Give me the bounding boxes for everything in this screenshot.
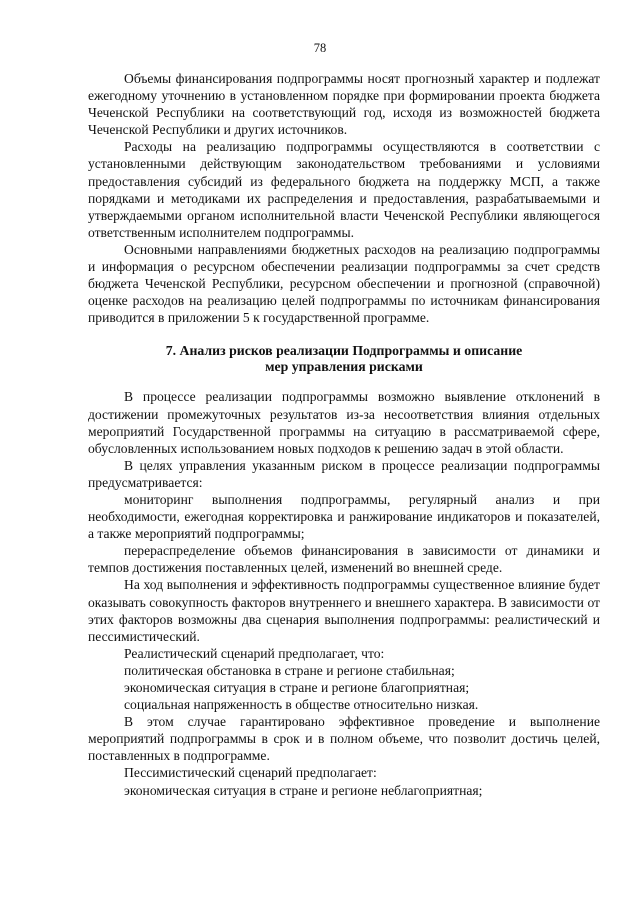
page-number: 78 <box>313 41 327 55</box>
section-heading-line-1: 7. Анализ рисков реализации Подпрограммы и описание <box>165 343 523 359</box>
paragraph-pessimistic-scenario: Пессимистический сценарий предполагает: <box>124 765 377 781</box>
paragraph-factors: На ход выполнения и эффективность подпрограммы существенное влияние будет оказывать совокупность факторов внутреннего и внешнего характера. В зависимости от этих факторов возможны два сценария выполнения подпрограммы: реалистический и пессимистический. <box>88 577 600 644</box>
list-item-economic: экономическая ситуация в стране и регионе благоприятная; <box>124 680 470 695</box>
paragraph-realistic-scenario: Реалистический сценарий предполагает, что: <box>124 645 385 661</box>
paragraph-monitoring: мониторинг выполнения подпрограммы, регулярный анализ и при необходимости, ежегодная корректировка и ранжирование индикаторов и показателей, а также мероприятий подпрограммы; <box>88 491 600 542</box>
paragraph-expenses: Расходы на реализацию подпрограммы осуществляются в соответствии с установленными действующим законодательством требованиями и условиями предоставления субсидий из федерального бюджета на поддержку МСП, а также порядками и методиками их распределения и предоставления, разрабатываемыми и утверждаемыми органом исполнительной власти Чеченской Республики являющегося ответственным исполнителем подпрограммы. <box>88 139 600 240</box>
paragraph-risk-management: В целях управления указанным риском в процессе реализации подпрограммы предусматривается: <box>88 457 600 490</box>
list-item-economic-unfavorable: экономическая ситуация в стране и регионе неблагоприятная; <box>124 782 483 798</box>
paragraph-budget-directions: Основными направлениями бюджетных расходов на реализацию подпрограммы и информация о ресурсном обеспечении реализации подпрограммы за счет средств бюджета Чеченской Республики, ресурсном обеспечении и прогнозной (справочной) оценке расходов на реализацию целей подпрограммы по источникам финансирования приводится в приложении 5 к государственной программе. <box>88 241 600 326</box>
paragraph-financing-volumes: Объемы финансирования подпрограммы носят прогнозный характер и подлежат ежегодному уточнению в установленном порядке при формировании проекта бюджета Чеченской Республики на соответствующий год, исходя из возможностей бюджета Чеченской Республики и других источников. <box>88 71 600 138</box>
list-item-social: социальная напряженность в обществе относительно низкая. <box>124 697 479 713</box>
paragraph-deviations: В процессе реализации подпрограммы возможно выявление отклонений в достижении промежуточных результатов из-за несоответствия влияния отдельных мероприятий Государственной программы на ситуацию в рассматриваемой сфере, обусловленных использованием новых подходов к решению задач в этой области. <box>88 389 600 456</box>
paragraph-redistribution: перераспределение объемов финансирования в зависимости от динамики и темпов достижения поставленных целей, изменений во внешней среде. <box>88 543 600 576</box>
list-item-political: политическая обстановка в стране и регионе стабильная; <box>124 662 455 678</box>
paragraph-guaranteed: В этом случае гарантировано эффективное проведение и выполнение мероприятий подпрограммы в срок и в полном объеме, что позволит достичь целей, поставленных в подпрограмме. <box>88 714 600 764</box>
section-heading-line-2: мер управления рисками <box>265 359 423 375</box>
section-heading <box>88 343 600 375</box>
page-content <box>88 70 600 799</box>
